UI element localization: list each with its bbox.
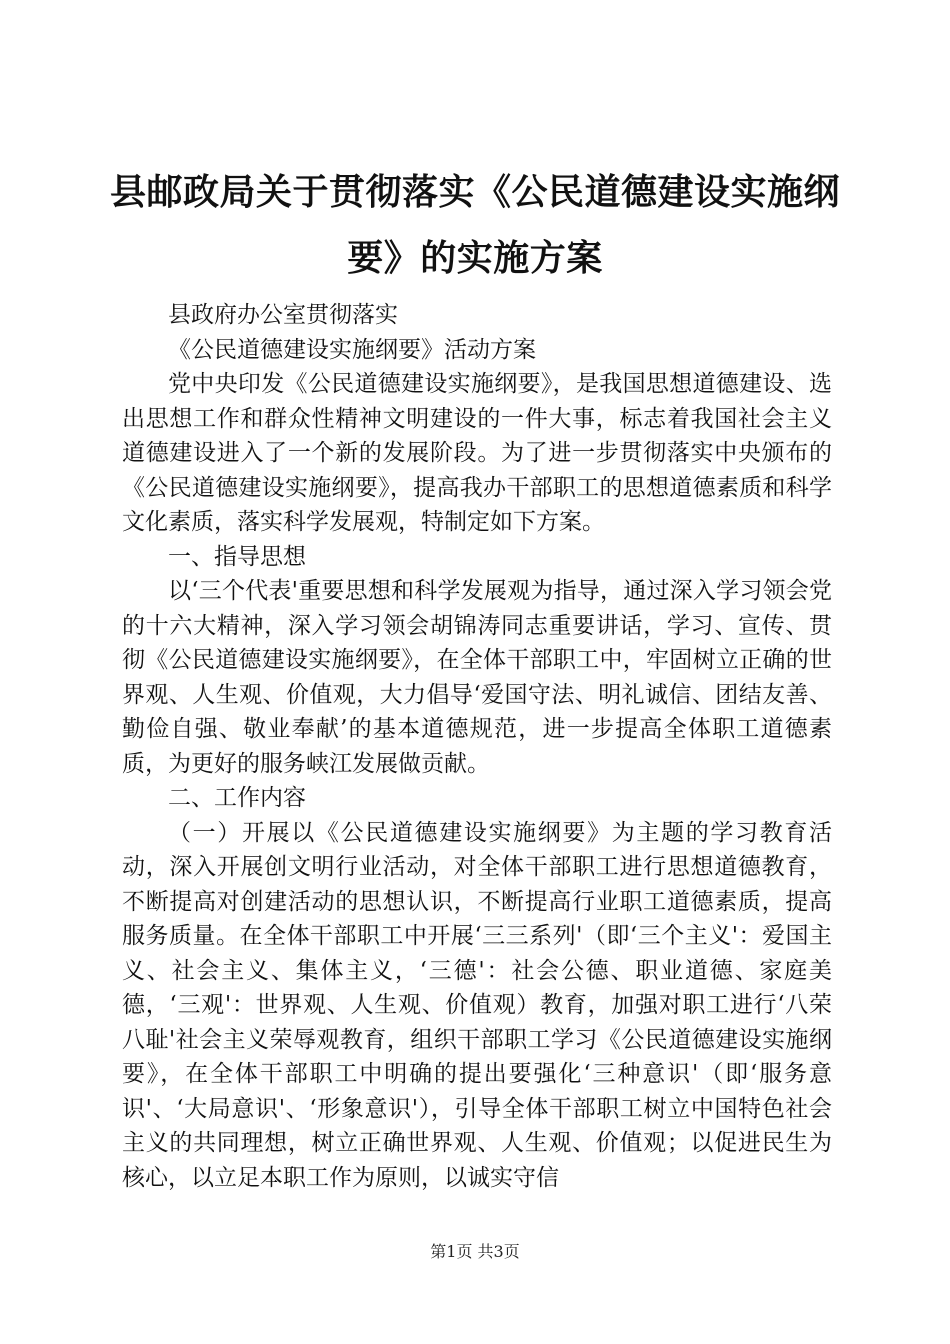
body-line-subtitle: 《公民道德建设实施纲要》活动方案	[168, 336, 536, 363]
section-heading-guiding-thought: 一、指导思想	[168, 543, 306, 570]
body-paragraph-intro: 党中央印发《公民道德建设实施纲要》，是我国思想道德建设、选出思想工作和群众性精神文明建设的一件大事，标志着我国社会主义道德建设进入了一个新的发展阶段。为了进一步贯彻落实中央颁布的《公民道德建设实施纲要》，提高我办干部职工的思想道德素质和科学文化素质，落实科学发展观，特制定如下方案。	[122, 371, 832, 535]
section-heading-work-content: 二、工作内容	[168, 785, 306, 811]
document-body	[122, 298, 832, 1195]
document-title: 县邮政局关于贯彻落实《公民道德建设实施纲要》的实施方案	[109, 172, 840, 279]
body-paragraph-guiding-thought: 以‘三个代表'重要思想和科学发展观为指导，通过深入学习领会党的十六大精神，深入学习领会胡锦涛同志重要讲话，学习、宣传、贯彻《公民道德建设实施纲要》，在全体干部职工中，牢固树立正确的世界观、人生观、价值观，大力倡导‘爱国守法、明礼诚信、团结友善、勤俭自强、敬业奉献’的基本道德规范，进一步提高全体职工道德素质，为更好的服务峡江发展做贡献。	[122, 578, 832, 777]
page-number-footer: 第1页 共3页	[430, 1242, 520, 1261]
body-paragraph-work-content-1: （一）开展以《公民道德建设实施纲要》为主题的学习教育活动，深入开展创文明行业活动，对全体干部职工进行思想道德教育，不断提高对创建活动的思想认识，不断提高行业职工道德素质，提高服务质量。在全体干部职工中开展‘三三系列'（即‘三个主义'：爱国主义、社会主义、集体主义，‘三德'：社会公德、职业道德、家庭美德，‘三观'：世界观、人生观、价值观）教育，加强对职工进行‘八荣八耻'社会主义荣辱观教育，组织干部职工学习《公民道德建设实施纲要》，在全体干部职工中明确的提出要强化‘三种意识'（即‘服务意识'、‘大局意识'、‘形象意识'），引导全体干部职工树立中国特色社会主义的共同理想，树立正确世界观、人生观、价值观；以促进民生为核心，以立足本职工作为原则，以诚实守信	[122, 819, 832, 1191]
body-line-issuer: 县政府办公室贯彻落实	[168, 302, 398, 328]
